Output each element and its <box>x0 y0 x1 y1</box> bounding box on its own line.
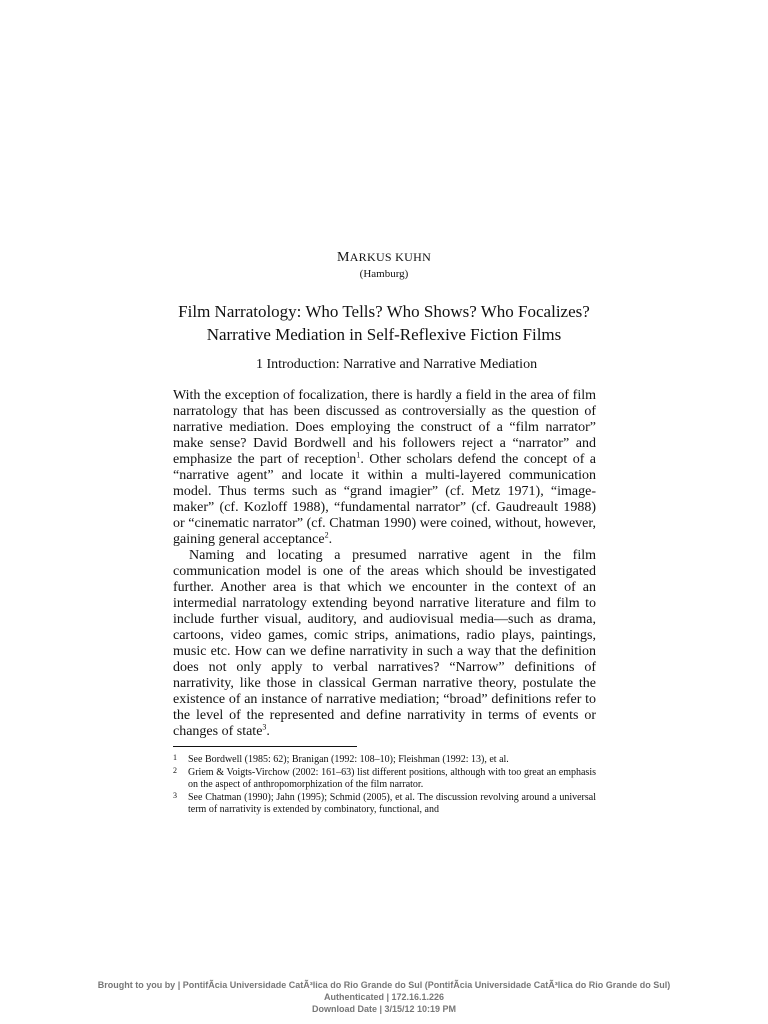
footnote-number: 1 <box>173 753 177 762</box>
paragraph-1-text-b: . Other scholars defend the concept of a “narrative agent” and locate it within a multi-layered communication model. Thus terms such as “grand imagier” (cf. Metz 1971), “image-maker” (cf. Kozloff 1988), “fundamental narrator” (cf. Gaudreault 1988) or “cinematic narrator” (cf. Chatman 1990) were coined, without, however, gaining general acceptance <box>173 452 596 547</box>
paragraph-1 <box>173 388 596 548</box>
footnote <box>173 767 596 792</box>
footnote-text: Griem & Voigts-Virchow (2002: 161–63) list different positions, although with too great an emphasis on the aspect of anthropomorphization of the film narrator. <box>188 766 596 790</box>
paragraph-1-text-c: . <box>328 532 333 547</box>
access-notice-line-3: Download Date | 3/15/12 10:19 PM <box>311 1004 457 1014</box>
footnote-divider <box>173 746 357 747</box>
paragraph-2-text-b: . <box>266 724 270 739</box>
footnote-ref-2: 2 <box>324 530 329 540</box>
paragraph-2-text-a: Naming and locating a presumed narrative agent in the film communication model is one of the areas which should be investigated further. Another area is that which we encounter in the context of an intermedial narratology extending beyond narrative literature and film to include further visual, auditory, and audiovisual media—such as drama, cartoons, video games, comic strips, animations, radio plays, paintings, music etc. How can we define narrativity in such a way that the definition does not only apply to verbal narratives? “Narrow” definitions of narrativity, like those in classical German narrative theory, postulate the existence of an instance of narrative mediation; “broad” definitions refer to the level of the represented and define narrativity in terms of events or changes of state <box>173 548 596 739</box>
access-notice-line-2: Authenticated | 172.16.1.226 <box>323 992 445 1002</box>
section-heading: 1 Introduction: Narrative and Narrative Mediation <box>256 357 538 372</box>
title-line-2: Narrative Mediation in Self-Reflexive Fiction Films <box>206 325 562 344</box>
footnote <box>173 792 596 817</box>
author-affiliation: (Hamburg) <box>359 268 409 280</box>
footnote-number: 2 <box>173 765 177 775</box>
footnote-number: 3 <box>173 790 177 800</box>
footnotes <box>173 754 596 817</box>
article-title <box>0 300 768 346</box>
paragraph-2 <box>173 548 596 740</box>
title-line-1: Film Narratology: Who Tells? Who Shows? Who Focalizes? <box>178 302 590 321</box>
footnote-text: See Bordwell (1985: 62); Branigan (1992: 108–10); Fleishman (1992: 13), et al. <box>188 754 509 765</box>
footnote <box>173 754 596 767</box>
paragraph-1-text-a: With the exception of focalization, there is hardly a field in the area of film narratology that has been discussed as controversially as the question of narrative mediation. Does employing the construct of a “film narrator” make sense? David Bordwell and his followers reject a “narrator” and emphasize the part of reception <box>173 388 596 467</box>
body-text <box>173 388 596 740</box>
footnote-ref-3: 3 <box>262 722 267 732</box>
author-initial: M <box>336 250 350 265</box>
access-notice <box>0 979 768 1015</box>
footnote-ref-1: 1 <box>356 450 361 460</box>
access-notice-line-1: Brought to you by | PontifÃcia Universidade CatÃ³lica do Rio Grande do Sul (PontifÃcia Universidade CatÃ³lica do Rio Grande do Sul) <box>97 980 671 990</box>
footnote-text: See Chatman (1990); Jahn (1995); Schmid (2005), et al. The discussion revolving around a universal term of narrativity is extended by combinatory, functional, and <box>188 791 596 815</box>
author-name <box>0 250 768 266</box>
author-surname-caps: ARKUS KUHN <box>349 250 432 264</box>
